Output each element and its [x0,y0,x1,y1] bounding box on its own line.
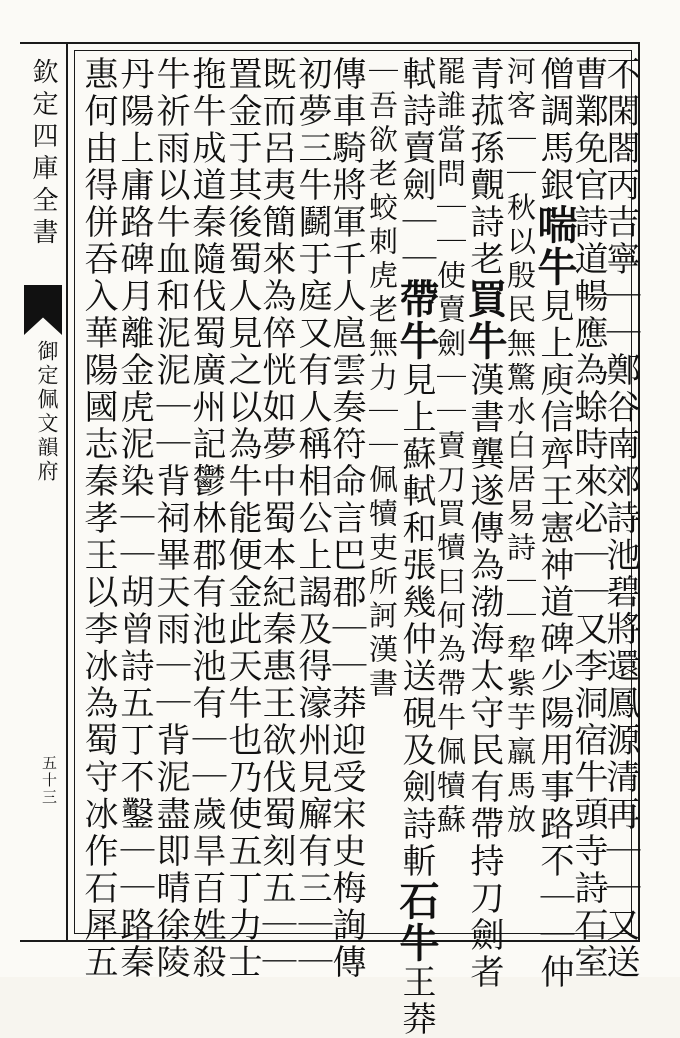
text-column [222,56,262,981]
entry-headword: 買牛 [461,278,508,362]
entry-text: 拖牛成道秦隨伐蜀廣州記鬱林郡有池池有｜｜歲旱百姓殺 [186,56,226,981]
entry-text: 僧調馬銀 [534,56,574,204]
entry-text: 既而呂夷簡來為倅恍如夢中蜀本紀秦惠王欲伐蜀刻五｜｜ [256,56,296,981]
text-column [326,56,366,981]
entry-text: 軾詩賣劍｜｜ [396,56,436,278]
text-column [362,56,402,702]
text-column [256,56,296,981]
text-column [114,56,154,981]
entry-text: 見上庾信齊王憲神道碑少陽用事路不｜｜仲 [534,288,574,991]
text-column [568,56,608,981]
entry-text: ｜吾欲老蛟刺虎老無力｜｜佩犢吏所訶漢書 [365,56,399,702]
entry-text: 青菰孫覿詩老 [464,56,504,278]
entry-text: 牛祈雨以牛血和泥泥｜｜背祠畢天雨｜｜背泥盡即晴徐陵 [150,56,190,981]
text-column [430,56,470,838]
text-column [78,56,118,981]
entry-text: 不閑閤丙吉寧｜｜鄭谷南郊詩池碧將還鳳源清再｜｜又送 [600,56,640,981]
text-column [150,56,190,981]
entry-headword: 喘牛 [531,204,578,288]
entry-text: 見上蘇軾和張幾仲送硯及劍詩斬 [396,362,436,880]
entry-headword: 帶牛 [393,278,440,362]
entry-text: 王莽 [396,964,436,1038]
text-column [186,56,226,981]
entry-text: 初夢三牛鬬于庭又有人稱相公上謁及得濠州見廨有三｜｜ [292,56,332,981]
text-column [393,56,440,1038]
page-number: 五十三 [40,755,58,806]
entry-text: 漢書龔遂傳為渤海太守民有帶持刀劍者 [464,362,504,991]
entry-text: 曹鄴免官詩道暢應為蜍時來必｜｜又李洞宿牛頭寺詩石室 [568,56,608,981]
entry-headword: 石牛 [393,880,440,964]
entry-text: 罷誰當問｜｜使賣劍｜｜賣刀買犢曰何為帶牛佩犢蘇 [433,56,467,838]
book-title: 御定佩文韻府 [35,340,59,484]
text-column [500,56,540,838]
entry-text: 丹陽上庸路碑月離金虎泥染｜｜胡曾詩五丁不鑿｜｜路秦 [114,56,154,981]
entry-text: 置金于其後蜀人見之以為牛能便金此天牛也乃使五丁力士 [222,56,262,981]
text-column [461,56,508,991]
text-column [531,56,578,991]
entry-text: 惠何由得併吞入華陽國志秦孝王以李冰為蜀守冰作石犀五 [78,56,118,981]
entry-text: 河客｜｜秋以殷民無驚水白居易詩｜｜犂紫芋羸馬放 [503,56,537,838]
entry-text: 傳車騎將軍千人扈雲奏符命言巴郡｜｜莽迎受宋史梅詢傳 [326,56,366,981]
text-column [292,56,332,981]
book-series-title: 欽定四庫全書 [28,58,58,250]
